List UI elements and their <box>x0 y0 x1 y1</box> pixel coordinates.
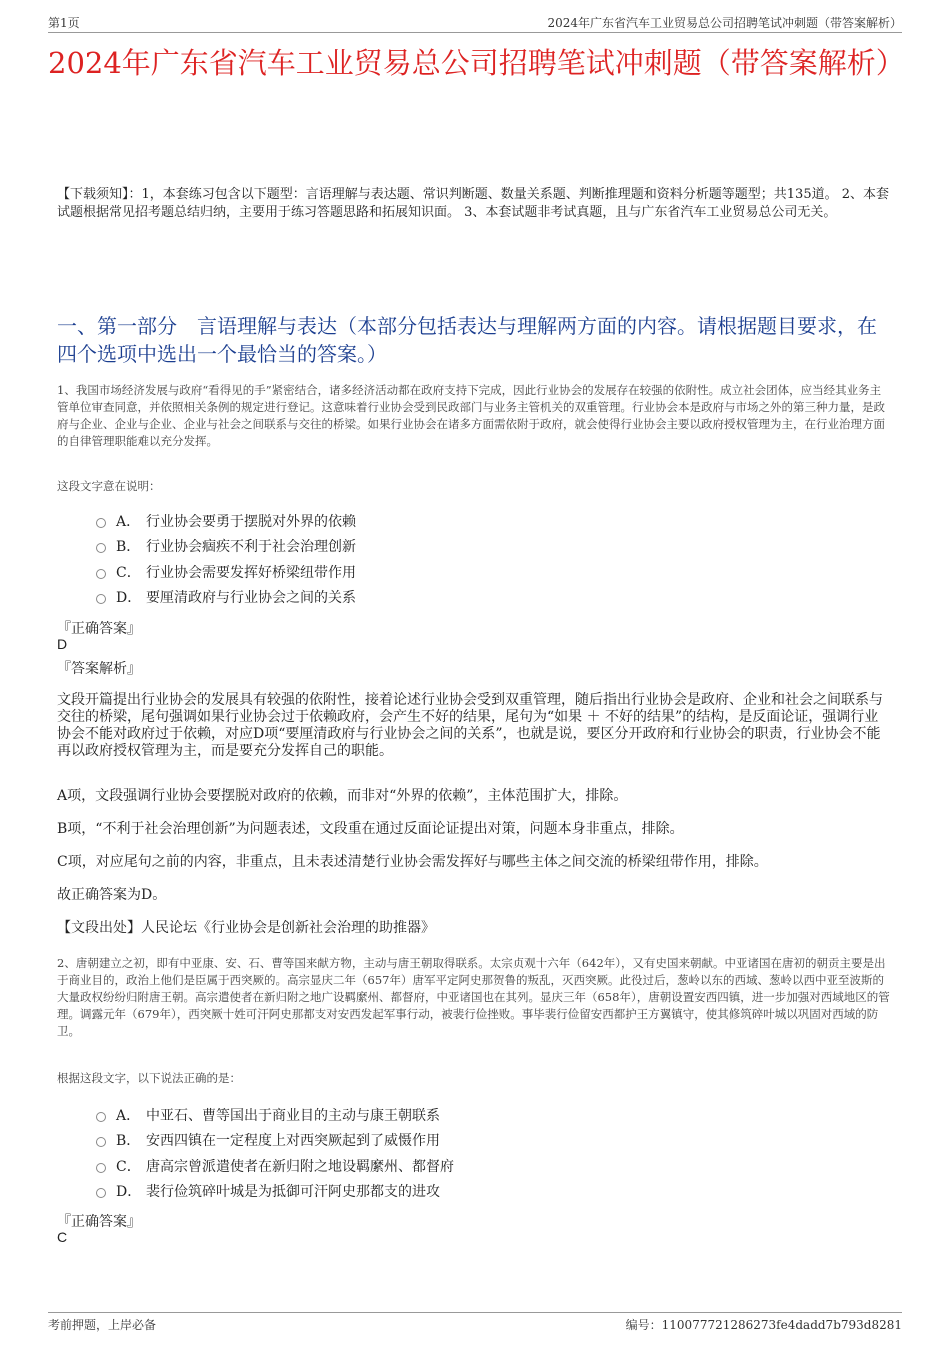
analysis-paragraph: 文段开篇提出行业协会的发展具有较强的依附性，接着论述行业协会受到双重管理，随后指出行业协会是政府、企业和社会之间联系与交往的桥梁，尾句强调如果行业协会过于依赖政府，会产生不好的结果，尾句为“如果 ＋ 不好的结果”的结构，是反面论证，强调行业协会不能对政府过于依赖，对应D项“要厘清政府与行业协会之间的关系”，也就是说，要区分开政府和行业协会的职责，行业协会不能再以政府授权管理为主，而是要充分发挥自己的职能。 <box>57 692 883 759</box>
radio-icon[interactable] <box>96 543 106 553</box>
option-text: 行业协会痼疾不利于社会治理创新 <box>146 539 356 556</box>
answer-label: 『正确答案』 <box>57 621 141 637</box>
option-letter: B． <box>116 539 141 556</box>
option-letter: D． <box>116 590 142 607</box>
option-letter: D． <box>116 1184 142 1201</box>
section-heading: 一、第一部分 言语理解与表达（本部分包括表达与理解两方面的内容。请根据题目要求，在四个选项中选出一个最恰当的答案。） <box>57 314 877 366</box>
page-header <box>48 14 902 33</box>
analysis-paragraph: A项，文段强调行业协会要摆脱对政府的依赖，而非对“外界的依赖”，主体范围扩大，排除。 <box>57 788 628 804</box>
option-d[interactable] <box>96 585 356 611</box>
page-footer <box>48 1312 902 1333</box>
radio-icon[interactable] <box>96 1112 106 1122</box>
question-2-prompt: 根据这段文字，以下说法正确的是： <box>57 1071 241 1085</box>
option-letter: A． <box>116 513 141 530</box>
analysis-paragraph: 故正确答案为D。 <box>57 887 167 903</box>
analysis-label: 『答案解析』 <box>57 661 141 677</box>
radio-icon[interactable] <box>96 1163 106 1173</box>
analysis-paragraph: B项，“不利于社会治理创新”为问题表述，文段重在通过反面论证提出对策，问题本身非重点，排除。 <box>57 821 684 837</box>
question-1-prompt: 这段文字意在说明： <box>57 479 161 493</box>
option-text: 要厘清政府与行业协会之间的关系 <box>146 590 356 607</box>
option-text: 中亚石、曹等国出于商业目的主动与康王朝联系 <box>146 1107 440 1124</box>
question-2-options <box>96 1102 454 1204</box>
question-1-passage: 1、我国市场经济发展与政府“看得见的手”紧密结合，诸多经济活动都在政府支持下完成，因此行业协会的发展存在较强的依附性。成立社会团体，应当经其业务主管单位审查同意，并依照相关条例的规定进行登记。这意味着行业协会受到民政部门与业务主管机关的双重管理。行业协会本是政府与市场之外的第三种力量，是政府与企业、企业与企业、企业与社会之间联系与交往的桥梁。如果行业协会在诸多方面需依附于政府，就会使得行业协会主要以政府授权管理为主，在行业治理方面的自律管理职能难以充分发挥。 <box>57 383 885 448</box>
option-a[interactable] <box>96 508 356 534</box>
download-notice: 【下载须知】：1，本套练习包含以下题型：言语理解与表达题、常识判断题、数量关系题、判断推理题和资料分析题等题型；共135道。 2、本套试题根据常见招考题总结归纳，主要用于练习答题思路和拓展知识面。 3、本套试题非考试真题，且与广东省汽车工业贸易总公司无关。 <box>57 187 889 220</box>
option-text: 行业协会需要发挥好桥梁纽带作用 <box>146 564 356 581</box>
answer-label: 『正确答案』 <box>57 1214 141 1230</box>
option-text: 唐高宗曾派遣使者在新归附之地设羁縻州、都督府 <box>146 1158 454 1175</box>
option-c[interactable] <box>96 559 356 585</box>
question-1-options <box>96 508 356 610</box>
correct-answer: D <box>57 636 68 652</box>
option-a[interactable] <box>96 1102 454 1128</box>
analysis-paragraph: C项，对应尾句之前的内容，非重点，且未表述清楚行业协会需发挥好与哪些主体之间交流的桥梁纽带作用，排除。 <box>57 854 768 870</box>
option-text: 裴行俭筑碎叶城是为抵御可汗阿史那都支的进攻 <box>146 1184 440 1201</box>
option-c[interactable] <box>96 1153 454 1179</box>
option-text: 安西四镇在一定程度上对西突厥起到了威慑作用 <box>146 1133 440 1150</box>
radio-icon[interactable] <box>96 594 106 604</box>
option-letter: C． <box>116 564 141 581</box>
question-2-passage: 2、唐朝建立之初，即有中亚康、安、石、曹等国来献方物，主动与唐王朝取得联系。太宗贞观十六年（642年），又有史国来朝献。中亚诸国在唐初的朝贡主要是出于商业目的，政治上他们是臣属于西突厥的。高宗显庆二年（657年）唐军平定阿史那贺鲁的叛乱，灭西突厥。此役过后，葱岭以东的西域、葱岭以西中亚至波斯的大量政权纷纷归附唐王朝。高宗遣使者在新归附之地广设羁縻州、都督府，中亚诸国也在其列。显庆三年（658年），唐朝设置安西四镇，进一步加强对西域地区的管理。调露元年（679年），西突厥十姓可汗阿史那都支对安西发起军事行动，被裴行俭挫败。事毕裴行俭留安西都护王方翼镇守，使其修筑碎叶城以巩固对西域的防卫。 <box>57 956 890 1038</box>
document-title: 2024年广东省汽车工业贸易总公司招聘笔试冲刺题（带答案解析） <box>48 46 905 80</box>
option-letter: A． <box>116 1107 141 1124</box>
option-letter: B． <box>116 1133 141 1150</box>
header-doc-title: 2024年广东省汽车工业贸易总公司招聘笔试冲刺题（带答案解析） <box>547 16 902 30</box>
passage-source: 【文段出处】人民论坛《行业协会是创新社会治理的助推器》 <box>57 920 435 936</box>
option-b[interactable] <box>96 1128 454 1154</box>
radio-icon[interactable] <box>96 569 106 579</box>
radio-icon[interactable] <box>96 518 106 528</box>
footer-serial: 编号：110077721286273fe4dadd7b793d8281 <box>625 1318 902 1332</box>
option-letter: C． <box>116 1158 141 1175</box>
option-text: 行业协会要勇于摆脱对外界的依赖 <box>146 513 356 530</box>
radio-icon[interactable] <box>96 1188 106 1198</box>
option-d[interactable] <box>96 1179 454 1205</box>
radio-icon[interactable] <box>96 1137 106 1147</box>
page-number: 第1页 <box>48 16 80 30</box>
correct-answer: C <box>57 1229 68 1245</box>
option-b[interactable] <box>96 534 356 560</box>
footer-slogan: 考前押题，上岸必备 <box>48 1318 157 1332</box>
